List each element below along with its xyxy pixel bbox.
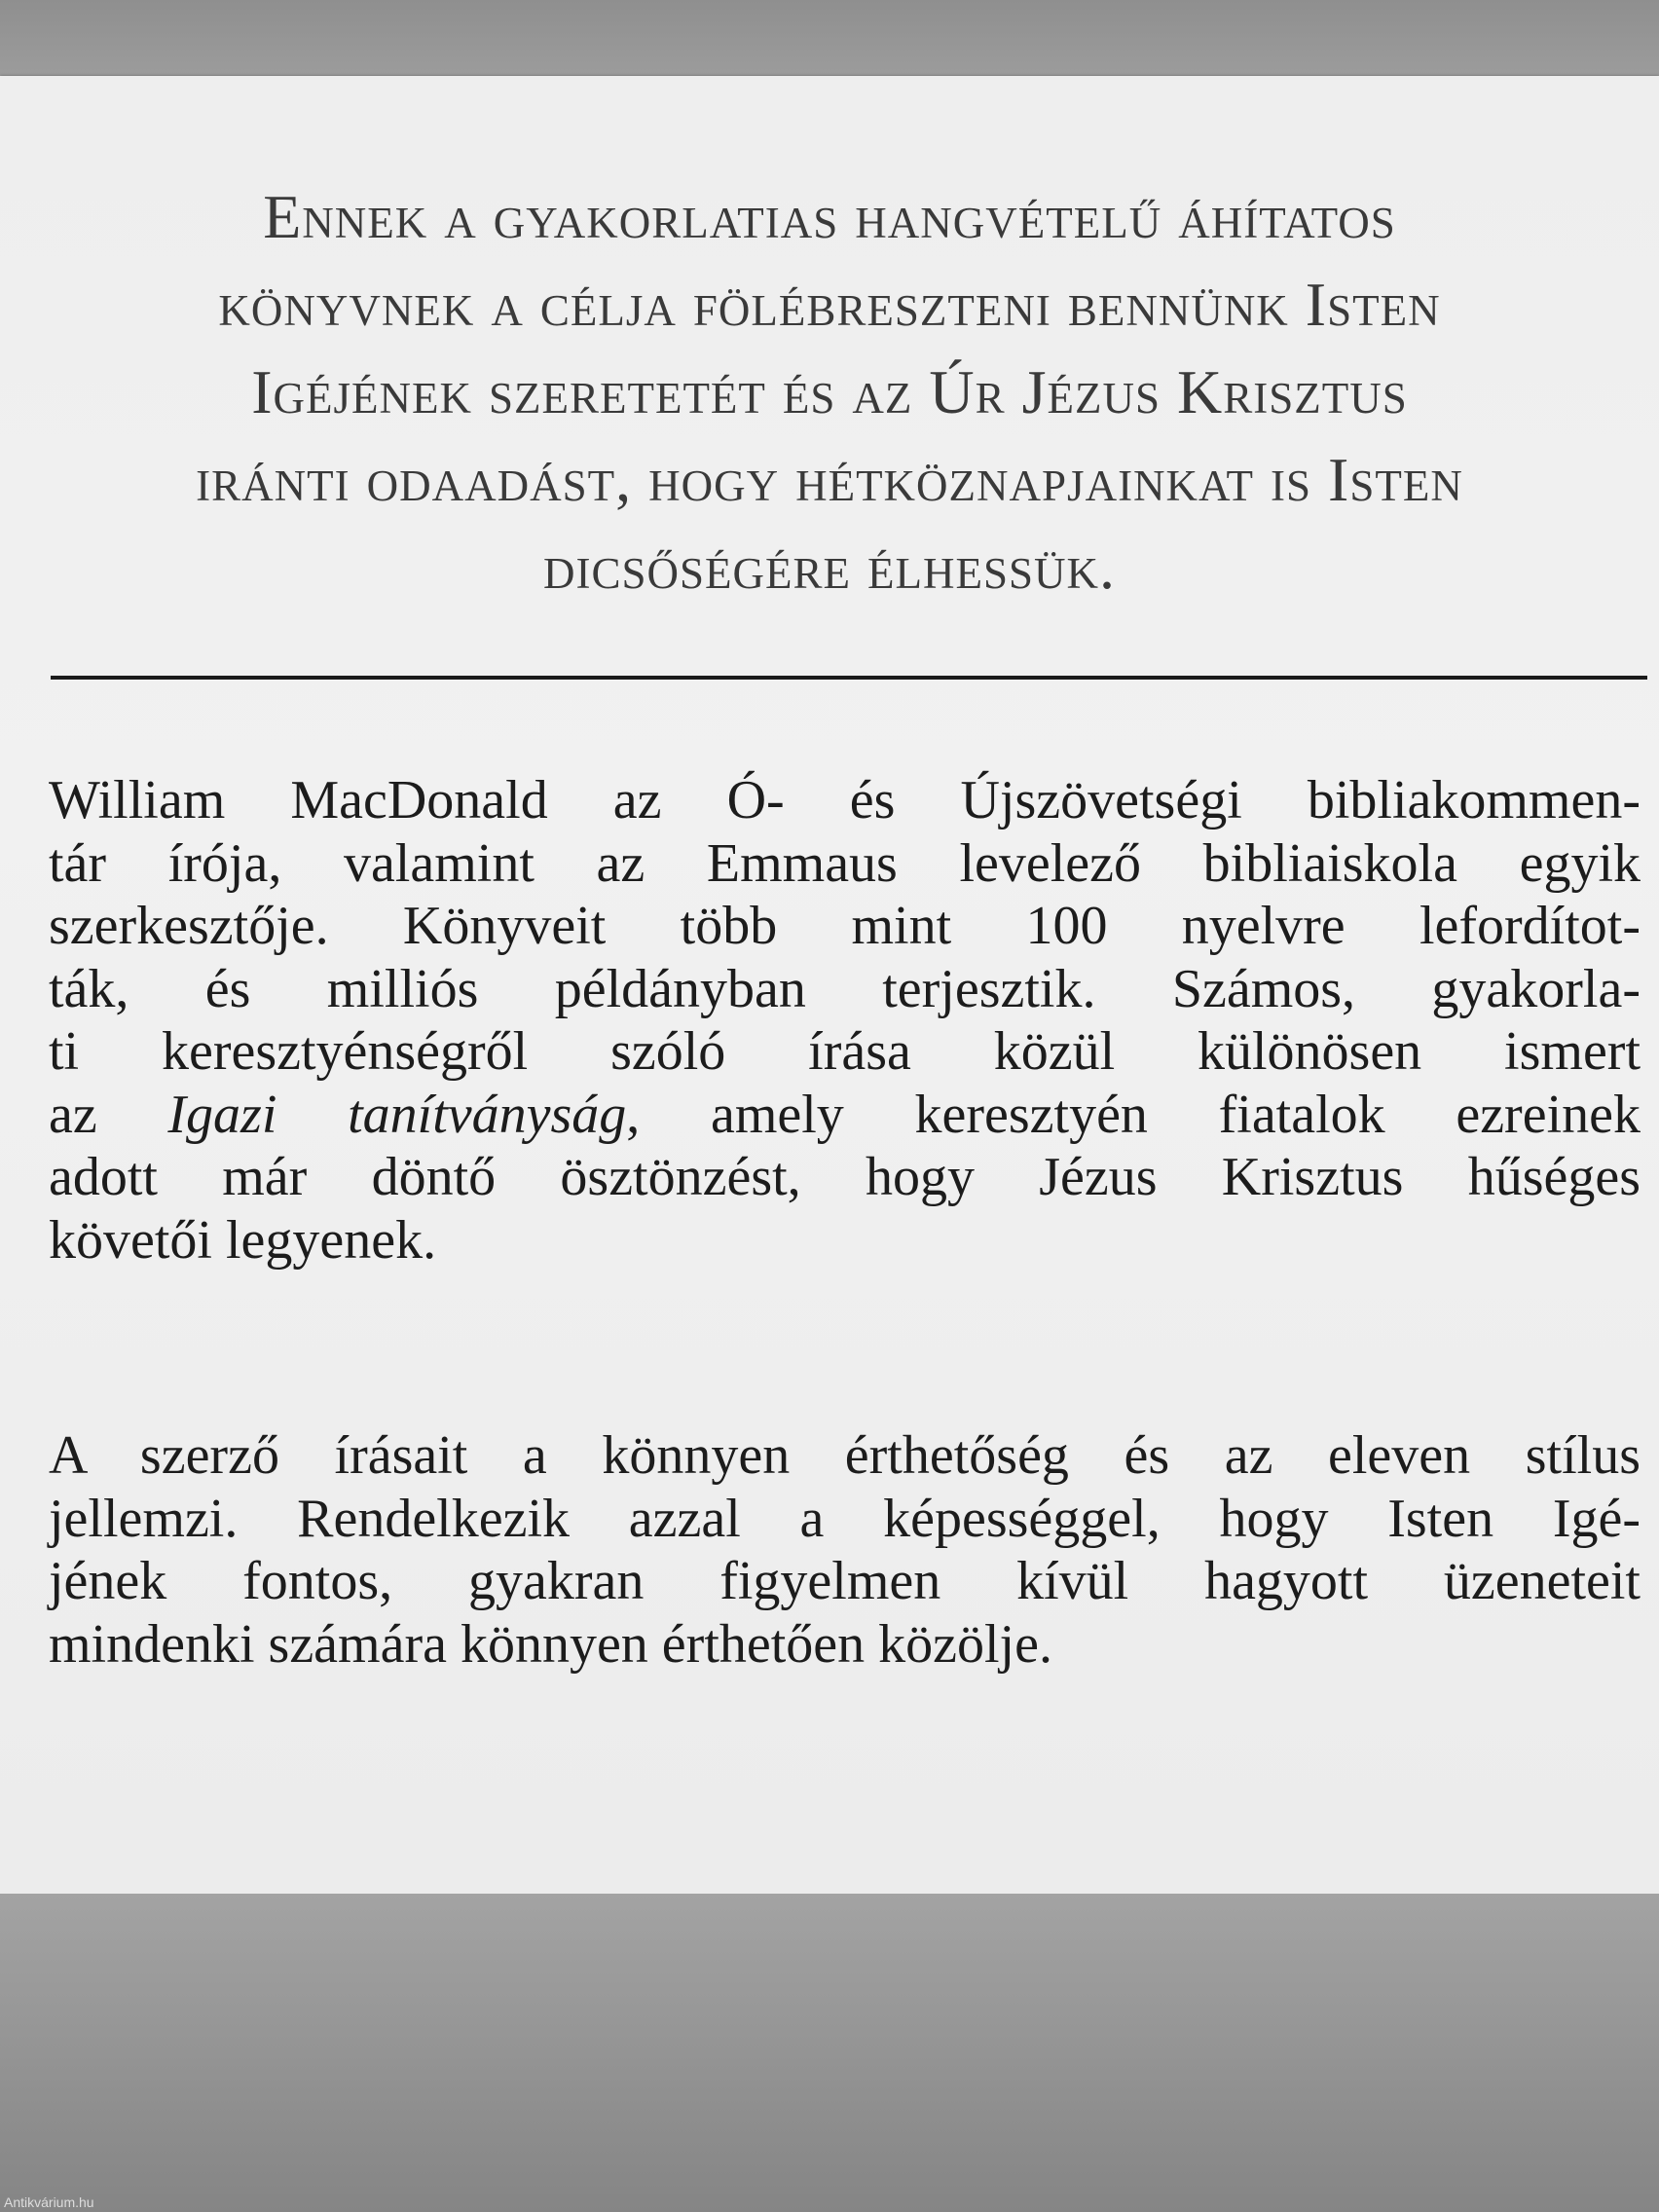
bio-line: követői legyenek. [49, 1209, 437, 1271]
blurb-line: Igéjének szeretetét és az Úr Jézus Krisztus [251, 357, 1408, 426]
author-bio-paragraph-1 [49, 769, 1641, 1272]
watermark: Antikvárium.hu [4, 2194, 94, 2210]
cover-blurb [58, 173, 1601, 611]
bio-text: az [49, 1084, 168, 1145]
bio-line: tár írója, valamint az Emmaus levelező bibliaiskola egyik [49, 832, 1641, 894]
blurb-line: dicsőségére élhessük. [542, 533, 1117, 602]
background-top [0, 0, 1659, 78]
bio-line: jének fontos, gyakran figyelmen kívül hagyott üzeneteit [49, 1551, 1641, 1611]
horizontal-divider [51, 676, 1647, 680]
bio-line: szerkesztője. Könyveit több mint 100 nyelvre lefordítot- [49, 896, 1641, 956]
blurb-line: Ennek a gyakorlatias hangvételű áhítatos [263, 182, 1396, 251]
bio-text: , amely keresztyén fiatalok ezreinek [626, 1084, 1641, 1145]
author-bio-paragraph-2 [49, 1424, 1641, 1676]
book-back-cover [0, 76, 1659, 1895]
bio-line: ti keresztyénségről szóló írása közül különösen ismert [49, 1021, 1641, 1082]
bio-line: jellemzi. Rendelkezik azzal a képességgel, hogy Isten Igé- [49, 1488, 1641, 1549]
bio-line: mindenki számára könnyen érthetően közölje. [49, 1613, 1052, 1675]
background-bottom [0, 1894, 1659, 2212]
bio-line: adott már döntő ösztönzést, hogy Jézus Krisztus hűséges [49, 1147, 1641, 1207]
bio-line-with-book-title [49, 1084, 1641, 1147]
bio-line: A szerző írásait a könnyen érthetőség és az eleven stílus [49, 1425, 1641, 1486]
blurb-line: iránti odaadást, hogy hétköznapjainkat is Isten [196, 445, 1463, 514]
bio-line: William MacDonald az Ó- és Újszövetségi bibliakommen- [49, 770, 1641, 830]
book-title: Igazi tanítványság [167, 1084, 627, 1145]
blurb-line: könyvnek a célja fölébreszteni bennünk Isten [218, 270, 1441, 339]
bio-line: ták, és milliós példányban terjesztik. Számos, gyakorla- [49, 958, 1641, 1019]
